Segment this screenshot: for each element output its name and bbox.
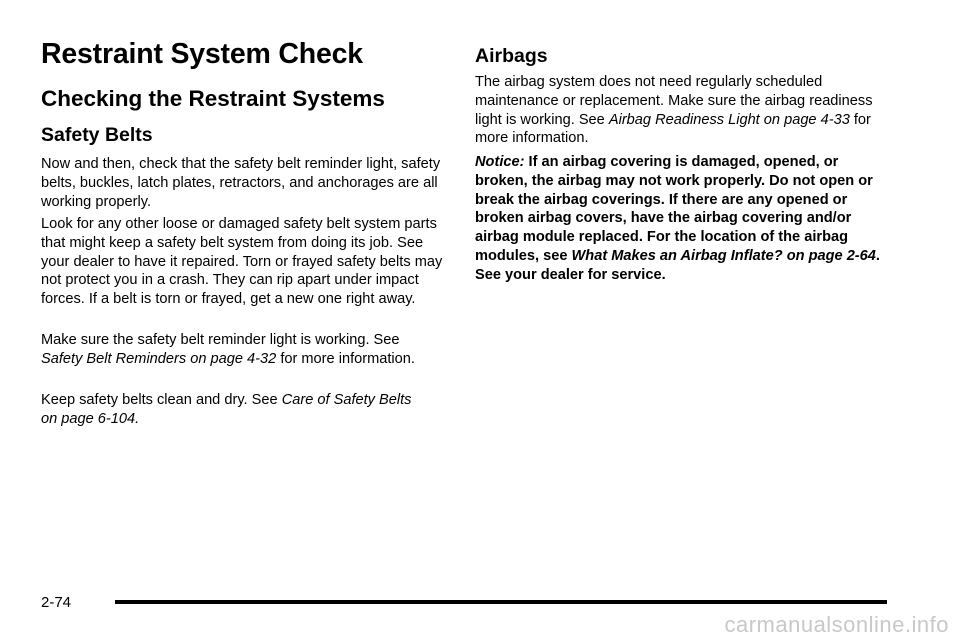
airbags-notice <box>475 153 885 285</box>
footer-rule <box>115 600 887 604</box>
page-title: Restraint System Check <box>41 38 363 70</box>
airbags-p1-prefix: The airbag system does not need regularly scheduled maintenance or replacement. Make sure the airbag readiness light is working. See <box>475 74 873 128</box>
watermark: carmanualsonline.info <box>724 612 949 637</box>
airbags-heading: Airbags <box>475 45 548 67</box>
notice-label: Notice: <box>475 154 525 170</box>
airbags-paragraph-1 <box>475 73 875 148</box>
section-title: Checking the Restraint Systems <box>41 86 385 111</box>
safety-belts-p3-suffix: for more information. <box>276 350 415 367</box>
notice-text: If an airbag covering is damaged, opened, or broken, the airbag may not work properly. Do not open or break the airbag coverings. If there are any opened or broken airbag covers, have the airbag covering and/or airbag module replaced. For the location of the airbag modules, see <box>475 154 873 264</box>
airbags-p1-suffix: for more information. <box>475 111 871 147</box>
what-makes-an-airbag-inflate-link[interactable]: What Makes an Airbag Inflate? on page 2-64 <box>571 247 876 264</box>
safety-belts-p2-text: Look for any other loose or damaged safety belt system parts that might keep a safety belt system from doing its job. See your dealer to have it repaired. Torn or frayed safety belts may not protect you in a crash. They can rip apart under impact forces. If a belt is torn or frayed, get a new one right away. <box>41 216 443 308</box>
safety-belts-paragraph-2 <box>41 215 446 309</box>
safety-belt-reminders-link[interactable]: Safety Belt Reminders on page 4-32 <box>41 350 277 367</box>
page-number: 2-74 <box>41 594 72 611</box>
safety-belts-paragraph-3 <box>41 331 416 369</box>
safety-belts-paragraph-4 <box>41 391 426 429</box>
safety-belts-paragraph-1 <box>41 155 446 211</box>
notice-suffix: . See your dealer for service. <box>475 247 880 283</box>
safety-belts-p4-prefix: Keep safety belts clean and dry. See <box>41 392 282 408</box>
safety-belts-p3-prefix: Make sure the safety belt reminder light is working. See <box>41 332 400 348</box>
safety-belts-heading: Safety Belts <box>41 124 153 146</box>
safety-belts-p1-text: Now and then, check that the safety belt reminder light, safety belts, buckles, latch plates, retractors, and anchorages are all working properly. <box>41 156 441 210</box>
airbag-readiness-light-link[interactable]: Airbag Readiness Light on page 4-33 <box>608 111 850 128</box>
care-of-safety-belts-link[interactable]: Care of Safety Belts on page 6-104. <box>41 392 412 427</box>
